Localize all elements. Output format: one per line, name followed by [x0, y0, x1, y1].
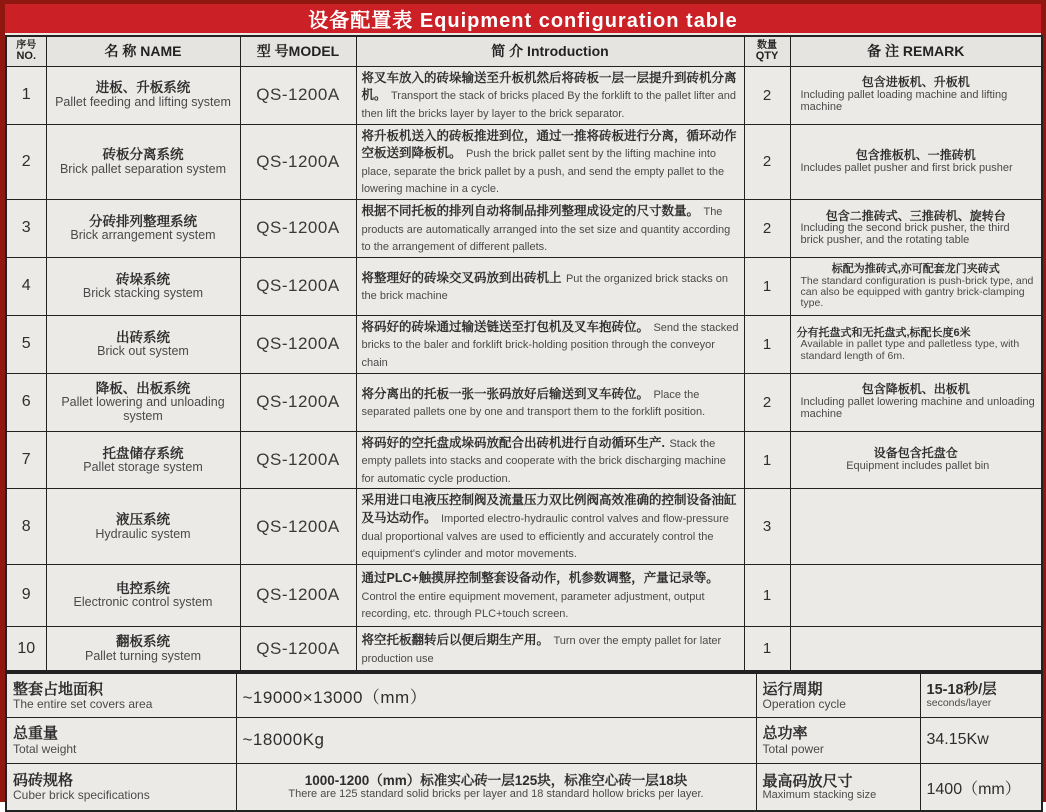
row-name	[46, 489, 240, 564]
row-name-cn: 出砖系统	[116, 329, 170, 345]
row-qty: 1	[744, 315, 790, 373]
summary-value-weight: ~18000Kg	[236, 717, 756, 763]
equipment-table	[5, 35, 1043, 672]
header-row	[6, 36, 1042, 66]
row-name-cn: 进板、升板系统	[95, 80, 191, 96]
row-name-cn: 液压系统	[116, 512, 170, 528]
row-name-cn: 翻板系统	[116, 634, 170, 650]
row-intro-cn: 根据不同托板的排列自动将制品排列整理成设定的尺寸数量。	[361, 203, 700, 218]
row-remark	[790, 124, 1042, 199]
row-no: 3	[6, 199, 46, 257]
summary-label-power-cn: 总功率	[762, 725, 808, 743]
summary-value-area: ~19000×13000（mm）	[236, 673, 756, 717]
row-name-en: Brick arrangement system	[70, 228, 216, 243]
row-no: 2	[6, 124, 46, 199]
row-intro-en: Send the stacked bricks to the baler and forklift brick-holding position through the conveyor chain	[361, 321, 739, 370]
row-remark	[790, 564, 1042, 626]
row-name-cn: 降板、出板系统	[95, 380, 191, 396]
summary-value-cycle	[920, 673, 1042, 717]
row-name	[46, 257, 240, 315]
row-intro	[356, 66, 744, 124]
summary-label-weight	[6, 717, 236, 763]
row-intro-cn: 将码好的空托盘成垛码放配合出砖机进行自动循环生产.	[361, 435, 665, 450]
summary-row-weight	[6, 717, 1042, 763]
row-intro-cn: 采用进口电液压控制阀及流量压力双比例阀高效准确的控制设备油缸及马达动作。	[361, 493, 737, 526]
table-row	[6, 199, 1042, 257]
row-remark	[790, 489, 1042, 564]
summary-label-power-en: Total power	[762, 741, 824, 756]
row-no: 9	[6, 564, 46, 626]
row-intro-en: Control the entire equipment movement, parameter adjustment, output recording, etc. through PLC+touch screen.	[361, 590, 705, 621]
summary-label-area-cn: 整套占地面积	[13, 680, 104, 698]
row-remark-en: Available in pallet type and palletless type, with standard length of 6m.	[800, 338, 1020, 362]
summary-label-weight-en: Total weight	[13, 741, 77, 756]
row-intro	[356, 564, 744, 626]
col-header-no-cn: 序号	[16, 39, 37, 51]
row-intro-en: The products are automatically arranged into the set size and quantity according to the arrangement of different pallets.	[361, 205, 731, 254]
row-intro-en: Place the separated pallets one by one and transport them to the forklift position.	[361, 388, 706, 419]
row-qty: 2	[744, 373, 790, 431]
row-name-en: Pallet storage system	[83, 460, 203, 475]
row-name-en: Brick pallet separation system	[59, 161, 227, 176]
summary-label-specs-cn: 码砖规格	[13, 772, 74, 790]
row-remark	[790, 257, 1042, 315]
summary-label-specs	[6, 763, 236, 811]
summary-label-cycle	[756, 673, 920, 717]
row-qty: 2	[744, 199, 790, 257]
row-remark	[790, 315, 1042, 373]
summary-label-cycle-cn: 运行周期	[762, 680, 823, 698]
row-remark-cn: 包含进板机、升板机	[861, 75, 970, 90]
row-remark-cn: 包含推板机、一推砖机	[855, 147, 976, 162]
row-name-en: Electronic control system	[73, 595, 213, 610]
row-name-cn: 砖垛系统	[116, 271, 170, 287]
row-intro-cn: 将整理好的砖垛交叉码放到出砖机上	[361, 270, 562, 285]
row-name-cn: 托盘储存系统	[102, 445, 184, 461]
row-remark	[790, 199, 1042, 257]
col-header-remark: 备 注 REMARK	[790, 36, 1042, 66]
row-qty: 1	[744, 431, 790, 489]
row-qty: 1	[744, 257, 790, 315]
row-intro-en: Transport the stack of bricks placed By the forklift to the pallet lifter and then lift the bricks layer by layer to the brick separator.	[361, 90, 737, 120]
row-intro	[356, 124, 744, 199]
row-qty: 3	[744, 489, 790, 564]
row-model: QS-1200A	[240, 564, 356, 626]
col-header-model: 型 号MODEL	[240, 36, 356, 66]
row-model: QS-1200A	[240, 199, 356, 257]
row-name-en: Pallet feeding and lifting system	[55, 95, 231, 109]
table-row	[6, 564, 1042, 626]
row-intro-cn: 将叉车放入的砖垛输送至升板机然后将砖板一层一层提升到砖机分离机。	[361, 70, 737, 103]
row-no: 6	[6, 373, 46, 431]
summary-row-specs	[6, 763, 1042, 811]
summary-row-area	[6, 673, 1042, 717]
row-model: QS-1200A	[240, 373, 356, 431]
summary-label-area	[6, 673, 236, 717]
summary-label-cycle-en: Operation cycle	[762, 696, 846, 711]
col-header-no	[6, 36, 46, 66]
row-name	[46, 564, 240, 626]
row-remark-cn: 包含降板机、出板机	[861, 382, 970, 397]
row-name	[46, 431, 240, 489]
row-remark	[790, 66, 1042, 124]
row-qty: 1	[744, 564, 790, 626]
summary-label-area-en: The entire set covers area	[13, 696, 153, 711]
page-background	[5, 4, 1041, 803]
row-remark-en: Including pallet loading machine and lifting machine	[800, 89, 1008, 113]
row-remark-en: Equipment includes pallet bin	[846, 460, 990, 472]
col-header-name: 名 称 NAME	[46, 36, 240, 66]
summary-value-cycle-cn: 15-18秒/层	[926, 681, 997, 698]
row-name	[46, 66, 240, 124]
row-no: 4	[6, 257, 46, 315]
row-remark-cn: 包含二推砖式、三推砖机、旋转台	[825, 208, 1006, 223]
row-intro	[356, 257, 744, 315]
row-intro-en: Stack the empty pallets into stacks and cooperate with the brick discharging machine for automatic cycle production.	[361, 437, 726, 485]
summary-label-stacking-cn: 最高码放尺寸	[762, 772, 853, 790]
row-name	[46, 199, 240, 257]
row-intro	[356, 626, 744, 671]
summary-value-cycle-en: seconds/layer	[926, 697, 992, 710]
col-header-qty-en: QTY	[755, 49, 779, 62]
row-qty: 2	[744, 124, 790, 199]
row-name-cn: 分砖排列整理系统	[89, 213, 197, 229]
row-intro	[356, 315, 744, 373]
row-name-en: Hydraulic system	[95, 526, 191, 541]
row-intro-cn: 通过PLC+触摸屏控制整套设备动作，机参数调整，产量记录等。	[361, 570, 719, 585]
row-model: QS-1200A	[240, 626, 356, 671]
summary-value-stacking: 1400（mm）	[920, 763, 1042, 811]
row-model: QS-1200A	[240, 124, 356, 199]
row-no: 1	[6, 66, 46, 124]
row-name-en: Brick stacking system	[82, 286, 204, 301]
row-remark-cn: 标配为推砖式,亦可配套龙门夹砖式	[831, 263, 1000, 276]
row-model: QS-1200A	[240, 257, 356, 315]
row-intro	[356, 489, 744, 564]
summary-table	[5, 672, 1043, 812]
row-intro	[356, 199, 744, 257]
summary-label-power	[756, 717, 920, 763]
row-name	[46, 124, 240, 199]
col-header-qty-cn: 数量	[757, 39, 777, 51]
row-intro	[356, 431, 744, 489]
row-name-cn: 电控系统	[116, 580, 170, 596]
summary-label-stacking	[756, 763, 920, 811]
summary-value-specs	[236, 763, 756, 811]
row-remark	[790, 431, 1042, 489]
table-row	[6, 489, 1042, 564]
col-header-no-en: NO.	[16, 49, 37, 62]
row-remark-en: The standard configuration is push-brick type, and can also be equipped with gantry brick-clamping type.	[800, 274, 1034, 310]
row-remark-en: Includes pallet pusher and first brick pusher	[800, 161, 1013, 174]
row-name	[46, 626, 240, 671]
row-remark-cn: 设备包含托盘仓	[873, 446, 958, 461]
row-model: QS-1200A	[240, 66, 356, 124]
table-row	[6, 257, 1042, 315]
summary-value-specs-cn: 1000-1200（mm）标准实心砖一层125块，标准空心砖一层18块	[304, 772, 688, 788]
row-remark-cn: 分有托盘式和无托盘式,标配长度6米	[796, 326, 971, 339]
row-name-en: Pallet lowering and unloading system	[61, 395, 225, 423]
table-row	[6, 626, 1042, 671]
row-no: 8	[6, 489, 46, 564]
summary-value-specs-en: There are 125 standard solid bricks per layer and 18 standard hollow bricks per layer.	[288, 787, 704, 800]
summary-label-weight-cn: 总重量	[13, 725, 59, 743]
table-row	[6, 431, 1042, 489]
row-intro-en: Push the brick pallet sent by the lifting machine into place, separate the brick pallet by a push, and send the empty pallet to the lowering machine in a cycle.	[361, 148, 725, 196]
row-name	[46, 373, 240, 431]
row-name-en: Pallet turning system	[84, 648, 202, 663]
table-row	[6, 66, 1042, 124]
row-remark	[790, 373, 1042, 431]
row-remark	[790, 626, 1042, 671]
row-model: QS-1200A	[240, 489, 356, 564]
row-intro-cn: 将空托板翻转后以便后期生产用。	[361, 632, 550, 647]
summary-value-power: 34.15Kw	[920, 717, 1042, 763]
row-intro-cn: 将码好的砖垛通过输送链送至打包机及叉车抱砖位。	[361, 319, 650, 334]
summary-label-specs-en: Cuber brick specifications	[13, 788, 150, 803]
row-qty: 2	[744, 66, 790, 124]
row-no: 5	[6, 315, 46, 373]
row-model: QS-1200A	[240, 315, 356, 373]
row-name	[46, 315, 240, 373]
row-qty: 1	[744, 626, 790, 671]
row-intro-cn: 将分离出的托板一张一张码放好后输送到叉车砖位。	[361, 386, 650, 401]
col-header-intro: 简 介 Introduction	[356, 36, 744, 66]
table-title: 设备配置表 Equipment configuration table	[5, 4, 1041, 33]
table-row	[6, 315, 1042, 373]
summary-label-stacking-en: Maximum stacking size	[762, 788, 877, 801]
col-header-qty	[744, 36, 790, 66]
row-intro-en: Imported electro-hydraulic control valves and flow-pressure dual proportional valves are used to efficiently and accurately control the equipment's cylinder and motor movements.	[361, 513, 729, 561]
row-name-cn: 砖板分离系统	[102, 147, 184, 163]
row-intro-cn: 将升板机送入的砖板推进到位，通过一推将砖板进行分离，循环动作空板送到降板机。	[361, 128, 737, 161]
row-remark-en: Including the second brick pusher, the third brick pusher, and the rotating table	[800, 222, 1010, 247]
row-no: 10	[6, 626, 46, 671]
row-no: 7	[6, 431, 46, 489]
row-intro	[356, 373, 744, 431]
row-remark-en: Including pallet lowering machine and unloading machine	[800, 396, 1035, 421]
row-model: QS-1200A	[240, 431, 356, 489]
row-intro-en: Put the organized brick stacks on the brick machine	[361, 272, 728, 303]
row-name-en: Brick out system	[97, 344, 189, 359]
row-intro-en: Turn over the empty pallet for later production use	[361, 634, 722, 665]
table-row	[6, 373, 1042, 431]
table-row	[6, 124, 1042, 199]
